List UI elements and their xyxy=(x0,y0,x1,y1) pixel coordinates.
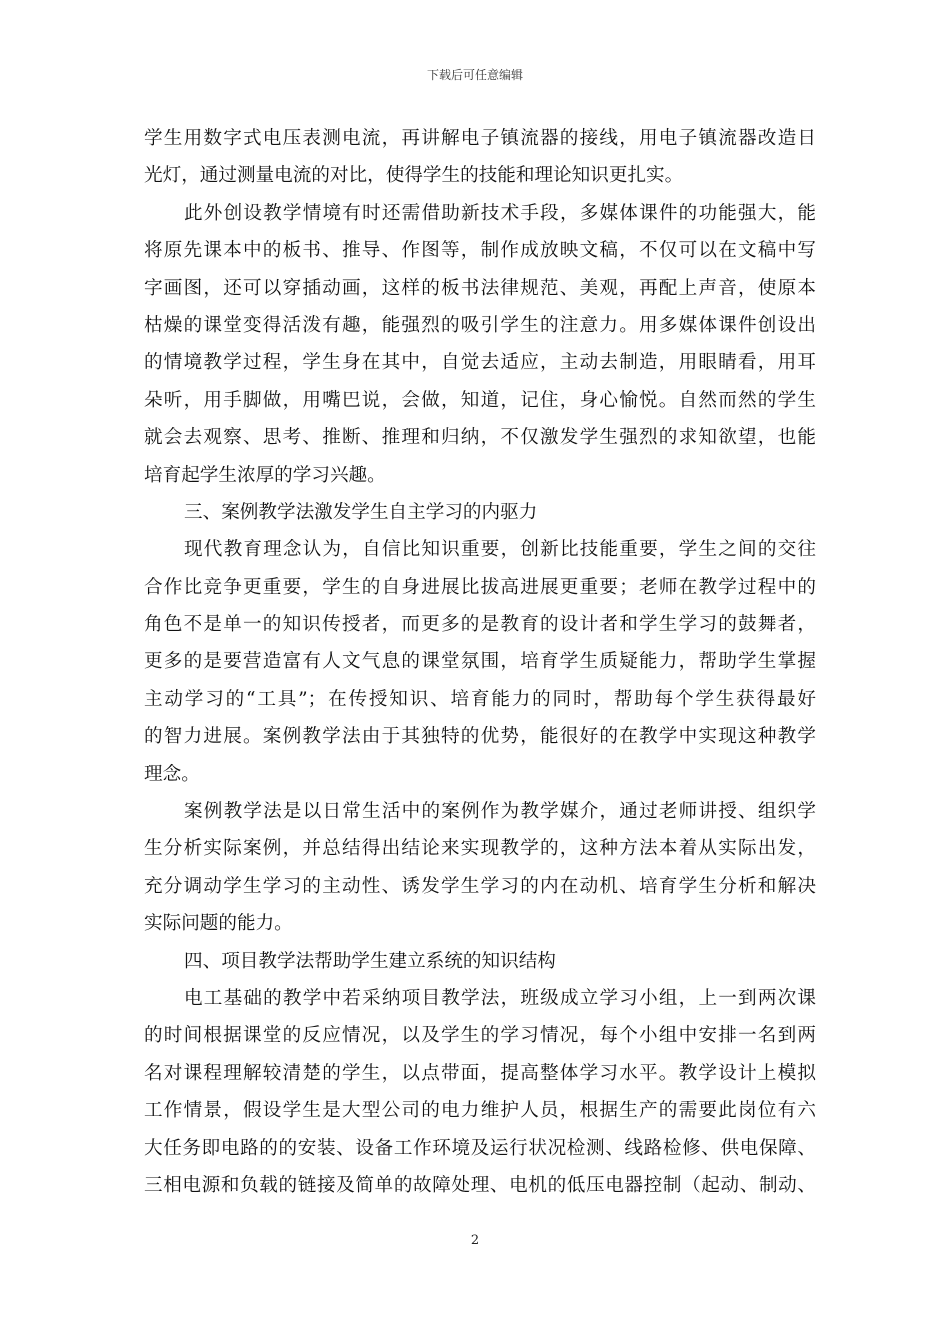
text-line: 的情境教学过程，学生身在其中，自觉去适应，主动去制造，用眼睛看，用耳 xyxy=(144,352,816,374)
text-line: 角色不是单一的知识传授者，而更多的是教育的设计者和学生学习的鼓舞者， xyxy=(144,614,816,636)
section-heading-line: 四、项目教学法帮助学生建立系统的知识结构 xyxy=(184,950,556,972)
text-line: 就会去观察、思考、推断、推理和归纳，不仅激发学生强烈的求知欲望，也能 xyxy=(144,427,816,449)
text-line: 大任务即电路的的安装、设备工作环境及运行状况检测、线路检修、供电保障、 xyxy=(144,1137,816,1159)
text-line: 朵听，用手脚做，用嘴巴说，会做，知道，记住，身心愉悦。自然而然的学生 xyxy=(144,389,816,411)
text-line: 案例教学法是以日常生活中的案例作为教学媒介，通过老师讲授、组织学 xyxy=(184,801,816,823)
text-line: 实际问题的能力。 xyxy=(144,913,293,935)
page-number: 2 xyxy=(470,1233,480,1248)
text-line: 更多的是要营造富有人文气息的课堂氛围，培育学生质疑能力，帮助学生掌握 xyxy=(144,651,816,673)
section-heading-line: 三、案例教学法激发学生自主学习的内驱力 xyxy=(184,501,538,523)
text-line: 现代教育理念认为，自信比知识重要，创新比技能重要，学生之间的交往 xyxy=(184,539,816,561)
text-line: 合作比竞争更重要，学生的自身进展比拔高进展更重要；老师在教学过程中的 xyxy=(144,576,816,598)
text-line: 字画图，还可以穿插动画，这样的板书法律规范、美观，再配上声音，使原本 xyxy=(144,277,816,299)
text-line: 的时间根据课堂的反应情况，以及学生的学习情况，每个小组中安排一名到两 xyxy=(144,1025,816,1047)
text-line: 名对课程理解较清楚的学生，以点带面，提高整体学习水平。教学设计上模拟 xyxy=(144,1062,816,1084)
document-body xyxy=(144,120,816,1204)
text-line: 光灯，通过测量电流的对比，使得学生的技能和理论知识更扎实。 xyxy=(144,165,684,187)
text-line: 将原先课本中的板书、推导、作图等，制作成放映文稿，不仅可以在文稿中写 xyxy=(144,240,816,262)
text-line: 充分调动学生学习的主动性、诱发学生学习的内在动机、培育学生分析和解决 xyxy=(144,875,816,897)
text-line: 培育起学生浓厚的学习兴趣。 xyxy=(144,464,386,486)
text-line: 的智力进展。案例教学法由于其独特的优势，能很好的在教学中实现这种教学 xyxy=(144,726,816,748)
text-line: 主动学习的“工具”；在传授知识、培育能力的同时，帮助每个学生获得最好 xyxy=(144,688,816,710)
text-line: 三相电源和负载的链接及简单的故障处理、电机的低压电器控制（起动、制动、 xyxy=(144,1174,816,1196)
text-line: 电工基础的教学中若采纳项目教学法，班级成立学习小组，上一到两次课 xyxy=(184,987,816,1009)
text-line: 此外创设教学情境有时还需借助新技术手段，多媒体课件的功能强大，能 xyxy=(184,202,816,224)
text-line: 理念。 xyxy=(144,763,200,785)
text-line: 学生用数字式电压表测电流，再讲解电子镇流器的接线，用电子镇流器改造日 xyxy=(144,128,816,149)
text-line: 枯燥的课堂变得活泼有趣，能强烈的吸引学生的注意力。用多媒体课件创设出 xyxy=(144,314,816,336)
page-header: 下载后可任意编辑 xyxy=(426,68,523,82)
text-line: 生分析实际案例，并总结得出结论来实现教学的，这种方法本着从实际出发， xyxy=(144,838,816,860)
text-line: 工作情景，假设学生是大型公司的电力维护人员，根据生产的需要此岗位有六 xyxy=(144,1100,816,1122)
